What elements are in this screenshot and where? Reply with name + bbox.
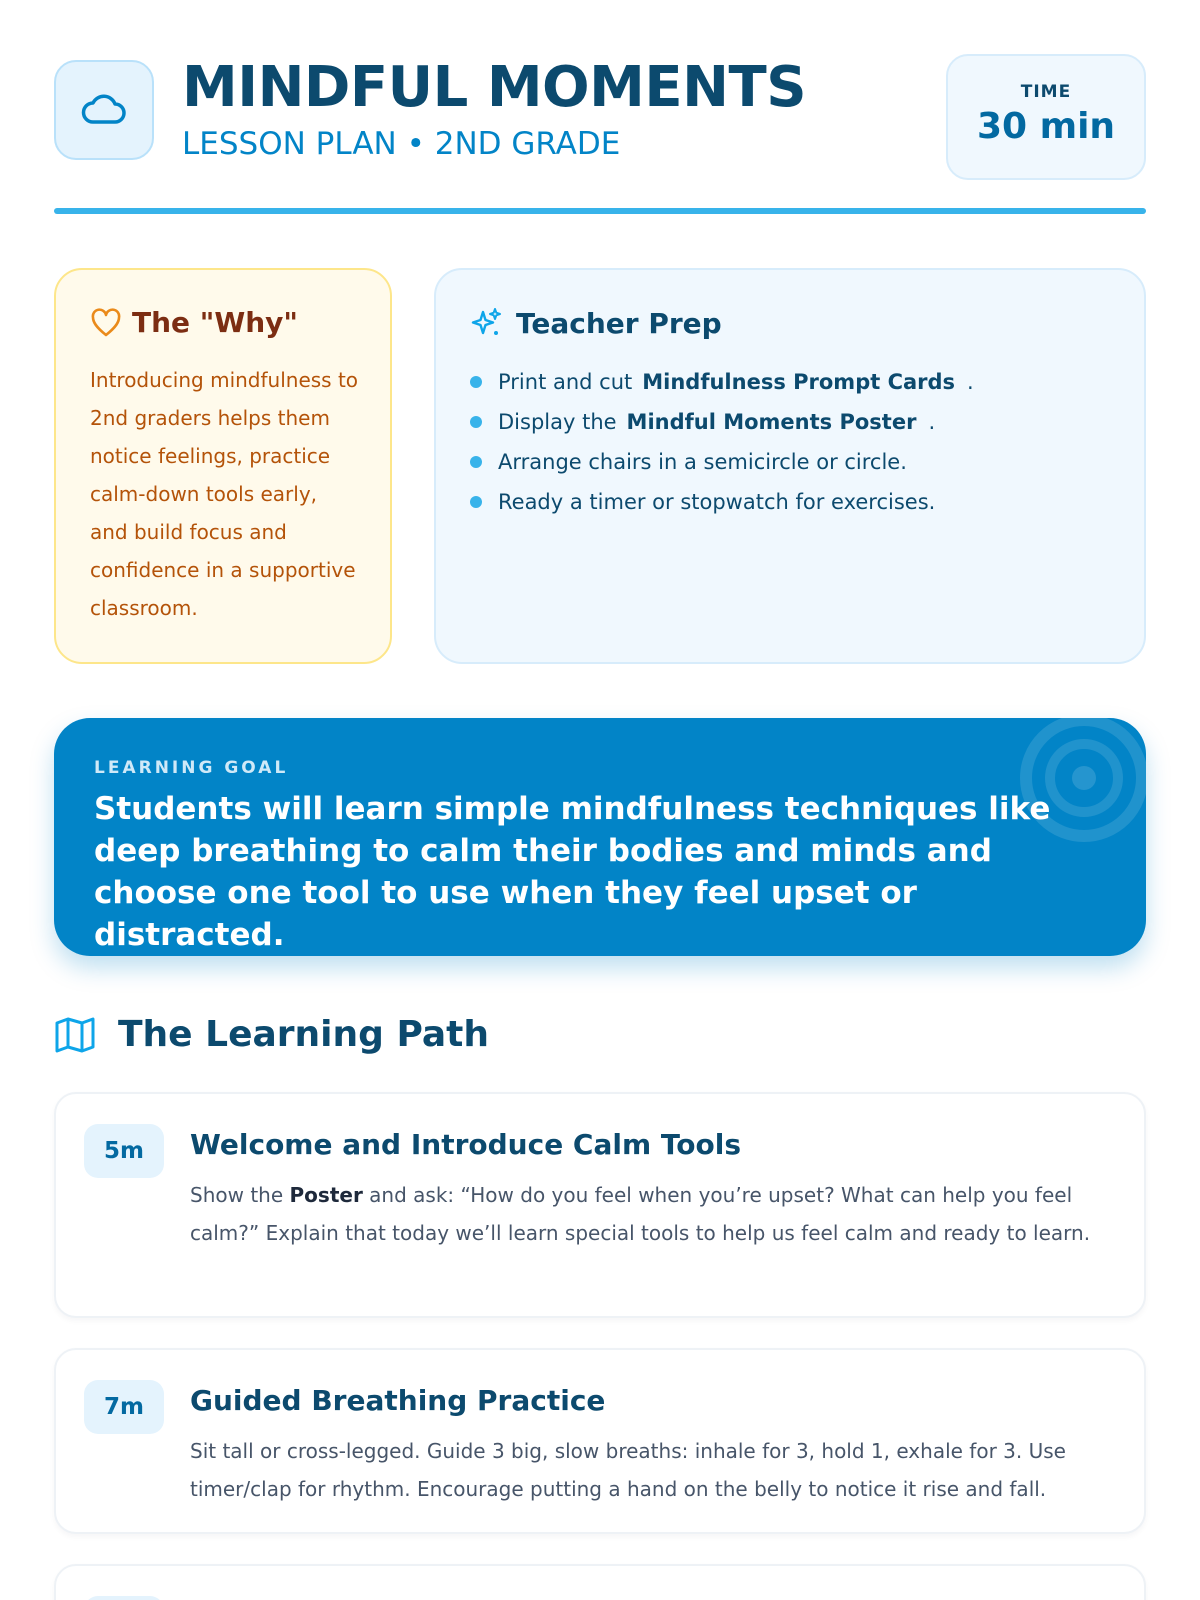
list-item <box>470 362 1114 402</box>
learning-goal-banner <box>54 718 1146 956</box>
heart-icon <box>90 308 122 338</box>
why-card <box>54 268 392 664</box>
learning-path-title: The Learning Path <box>118 1014 489 1055</box>
map-icon <box>54 1016 96 1054</box>
bullet-dot <box>470 416 482 428</box>
time-label: TIME <box>1020 82 1072 102</box>
lesson-step-card <box>54 1564 1146 1600</box>
list-item-bold: Mindful Moments Poster <box>626 410 917 434</box>
learning-goal-label: LEARNING GOAL <box>94 758 289 778</box>
teacher-prep-list <box>470 362 1114 522</box>
why-title: The "Why" <box>132 306 299 339</box>
page-title: MINDFUL MOMENTS <box>182 55 807 120</box>
bullet-dot <box>470 496 482 508</box>
header-divider <box>54 208 1146 214</box>
list-item-tail: . <box>928 410 936 434</box>
logo-badge <box>54 60 154 160</box>
step-duration-badge: 5m <box>84 1124 164 1178</box>
step-description <box>190 1432 1110 1508</box>
list-item-text: Ready a timer or stopwatch for exercises. <box>498 490 936 514</box>
bullet-dot <box>470 456 482 468</box>
learning-path-header <box>54 1014 489 1055</box>
list-item-text: Arrange chairs in a semicircle or circle. <box>498 450 907 474</box>
step-title: Welcome and Introduce Calm Tools <box>190 1128 742 1161</box>
time-badge <box>946 54 1146 180</box>
why-text: Introducing mindfulness to 2nd graders helps them notice feelings, practice calm-down tools early, and build focus and confidence in a supportive classroom. <box>90 368 359 620</box>
step-description-text: Show the <box>190 1183 290 1207</box>
bullet-dot <box>470 376 482 388</box>
step-title: Guided Breathing Practice <box>190 1384 606 1417</box>
list-item <box>470 482 1114 522</box>
page-subtitle: LESSON PLAN • 2ND GRADE <box>182 126 621 162</box>
step-description <box>190 1176 1110 1252</box>
list-item <box>470 442 1114 482</box>
step-duration-badge <box>84 1596 164 1600</box>
step-description-text: and ask: “How do you feel when you’re upset? What can help you feel calm?” Explain that today we’ll learn special tools to help us feel calm and ready to learn. <box>190 1183 1091 1245</box>
sparkles-icon <box>470 306 504 340</box>
step-description-text: Sit tall or cross-legged. Guide 3 big, slow breaths: inhale for 3, hold 1, exhale for 3. Use timer/clap for rhythm. Encourage putting a hand on the belly to notice it rise and fall. <box>190 1439 1066 1501</box>
page-header <box>54 54 1146 180</box>
list-item <box>470 402 1114 442</box>
why-card-header <box>90 306 360 339</box>
cloud-icon <box>79 90 129 130</box>
list-item-tail: . <box>967 370 974 394</box>
list-item-text: Display the <box>498 410 617 434</box>
lesson-step-card <box>54 1348 1146 1534</box>
teacher-prep-title: Teacher Prep <box>516 306 722 340</box>
teacher-prep-card <box>434 268 1146 664</box>
target-rings-icon <box>1010 718 1146 852</box>
teacher-prep-header <box>470 306 1114 340</box>
learning-goal-text: Students will learn simple mindfulness techniques like deep breathing to calm their bodies and minds and choose one tool to use when they feel upset or distracted. <box>94 791 1051 953</box>
lesson-step-card <box>54 1092 1146 1318</box>
step-duration-badge: 7m <box>84 1380 164 1434</box>
step-description-bold: Poster <box>289 1183 363 1207</box>
time-value: 30 min <box>976 106 1116 147</box>
list-item-text: Print and cut <box>498 370 633 394</box>
list-item-bold: Mindfulness Prompt Cards <box>642 370 956 394</box>
